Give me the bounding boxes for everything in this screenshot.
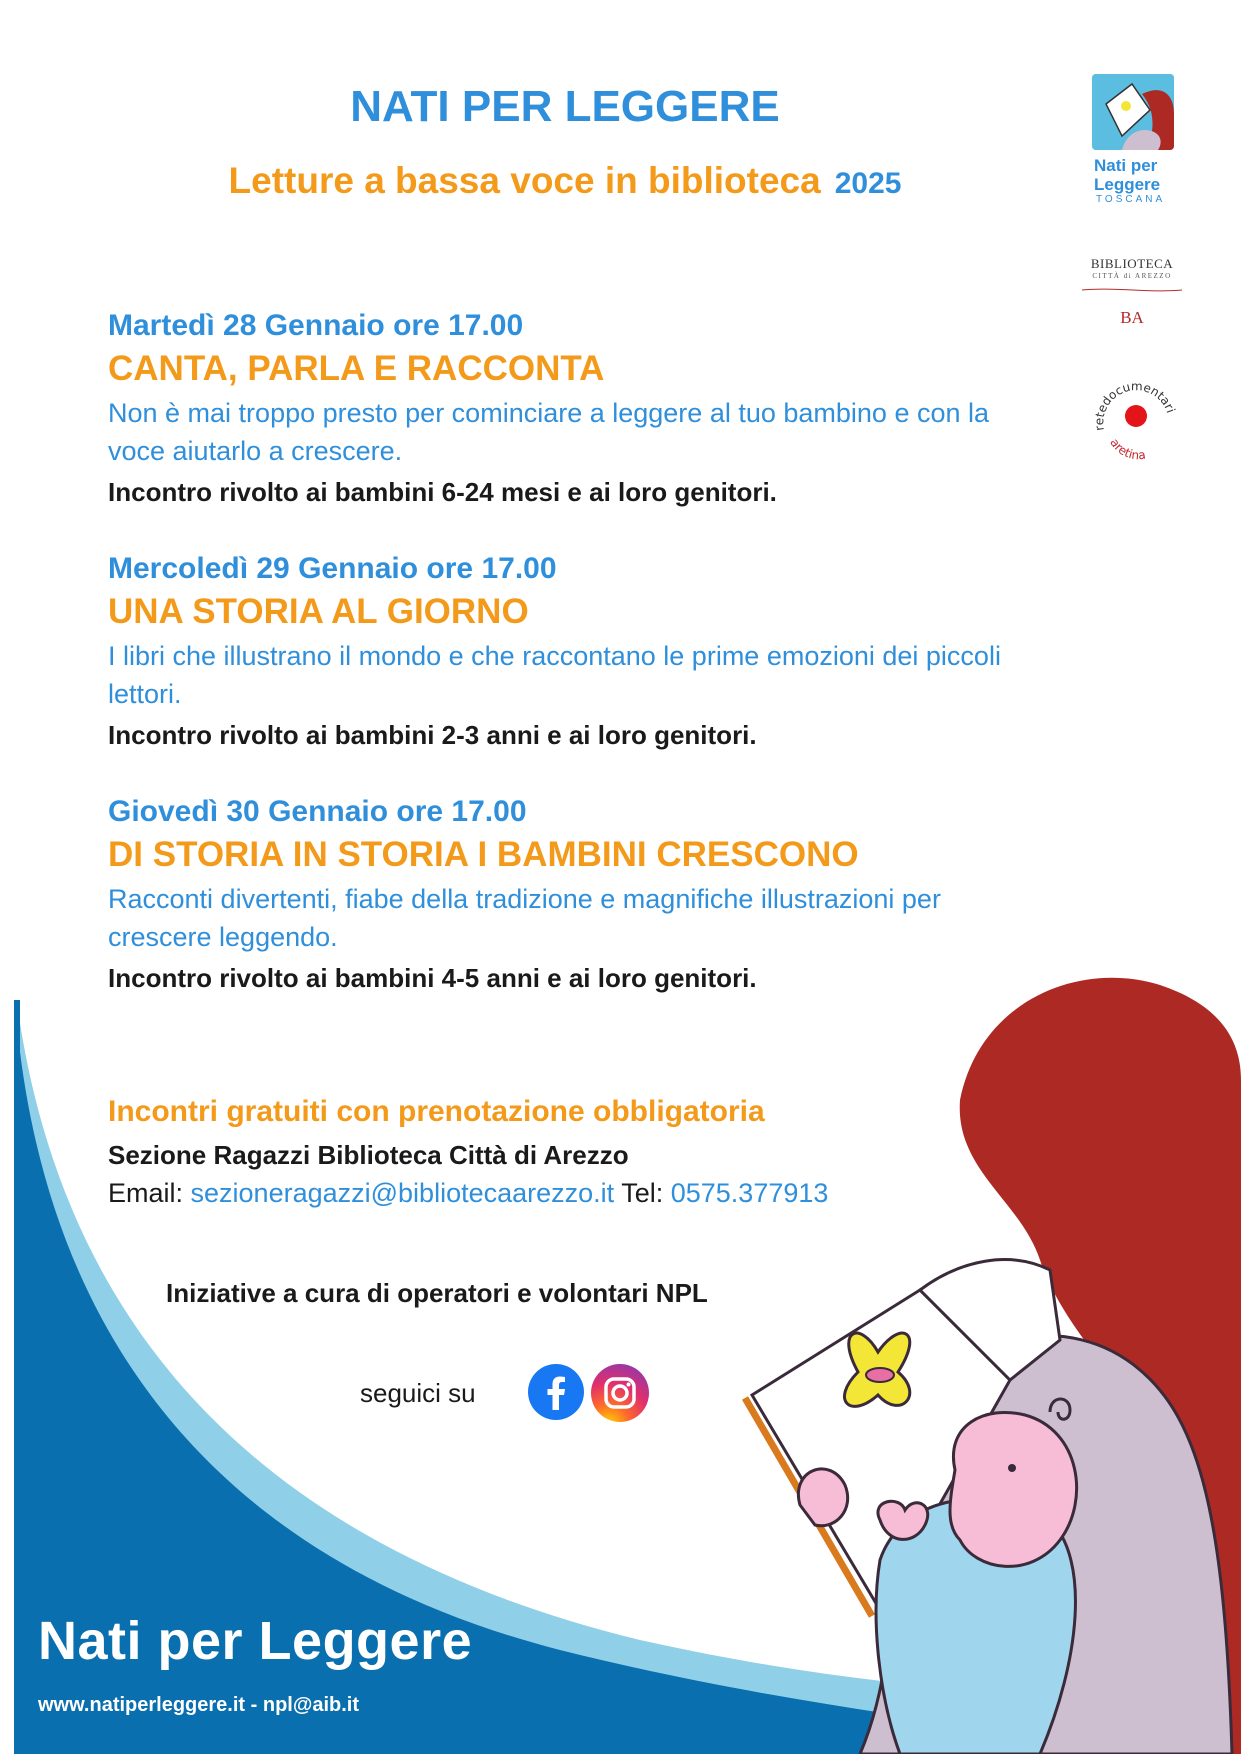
biblioteca-logo-line1: BIBLIOTECA <box>1090 256 1174 271</box>
biblioteca-logo-line2: CITTÀ di AREZZO <box>1092 272 1172 280</box>
biblioteca-logo-rule <box>1082 287 1182 293</box>
biblioteca-logo-monogram: BA <box>1120 308 1144 327</box>
biblioteca-arezzo-logo <box>1082 256 1182 328</box>
facebook-icon[interactable] <box>528 1364 584 1425</box>
rete-logo-top-text: retedocumentari <box>1092 379 1178 432</box>
event-3 <box>108 794 1028 998</box>
event-title: DI STORIA IN STORIA I BAMBINI CRESCONO <box>108 835 859 874</box>
follow-us-label: seguici su <box>360 1378 476 1408</box>
tel-link[interactable]: 0575.377913 <box>670 1178 829 1208</box>
event-1 <box>108 308 1028 512</box>
npl-logo-square <box>1092 74 1174 150</box>
npl-logo-region: TOSCANA <box>1096 194 1166 205</box>
mother-hand <box>798 1469 847 1526</box>
event-date: Martedì 28 Gennaio ore 17.00 <box>108 309 524 342</box>
event-description: I libri che illustrano il mondo e che raccontano le prime emozioni dei piccoli lettori. <box>108 641 1001 709</box>
email-label: Email: <box>108 1178 184 1208</box>
footer-url[interactable]: www.natiperleggere.it - npl@aib.it <box>38 1694 360 1716</box>
event-date: Mercoledì 29 Gennaio ore 17.00 <box>108 552 557 585</box>
npl-logo-line1: Nati per <box>1094 156 1158 175</box>
free-booking-note: Incontri gratuiti con prenotazione obbligatoria <box>108 1095 765 1128</box>
event-title: CANTA, PARLA E RACCONTA <box>108 349 605 388</box>
initiatives-note: Iniziative a cura di operatori e volontari NPL <box>166 1278 708 1308</box>
subtitle-text: Letture a bassa voce in biblioteca <box>228 160 821 201</box>
event-target: Incontro rivolto ai bambini 6-24 mesi e ai loro genitori. <box>108 477 777 507</box>
page-subtitle <box>0 160 1130 202</box>
svg-text:aretina <box>1107 436 1146 462</box>
rete-documentaria-logo <box>1090 370 1182 462</box>
event-description: Non è mai troppo presto per cominciare a leggere al tuo bambino e con la voce aiutarlo a crescere. <box>108 398 990 466</box>
section-name: Sezione Ragazzi Biblioteca Città di Arezzo <box>108 1140 629 1170</box>
event-2 <box>108 551 1028 755</box>
event-target: Incontro rivolto ai bambini 2-3 anni e ai loro genitori. <box>108 720 757 750</box>
npl-logo-text <box>1094 156 1174 194</box>
email-link[interactable]: sezioneragazzi@bibliotecaarezzo.it <box>190 1178 615 1208</box>
event-description: Racconti divertenti, fiabe della tradizione e magnifiche illustrazioni per crescere leggendo. <box>108 884 941 952</box>
contact-line <box>108 1178 828 1209</box>
instagram-icon[interactable] <box>591 1364 649 1427</box>
tel-label: Tel: <box>621 1178 664 1208</box>
child-head <box>950 1412 1077 1566</box>
event-date: Giovedì 30 Gennaio ore 17.00 <box>108 795 527 828</box>
year-label: 2025 <box>834 167 902 200</box>
event-target: Incontro rivolto ai bambini 4-5 anni e ai loro genitori. <box>108 963 757 993</box>
npl-toscana-logo <box>1092 74 1174 205</box>
event-title: UNA STORIA AL GIORNO <box>108 592 529 631</box>
npl-logo-line2: Leggere <box>1094 175 1161 194</box>
rete-logo-bottom-text: aretina <box>1107 435 1147 462</box>
footer-brand: Nati per Leggere <box>38 1611 473 1671</box>
page-title: NATI PER LEGGERE <box>350 82 780 131</box>
